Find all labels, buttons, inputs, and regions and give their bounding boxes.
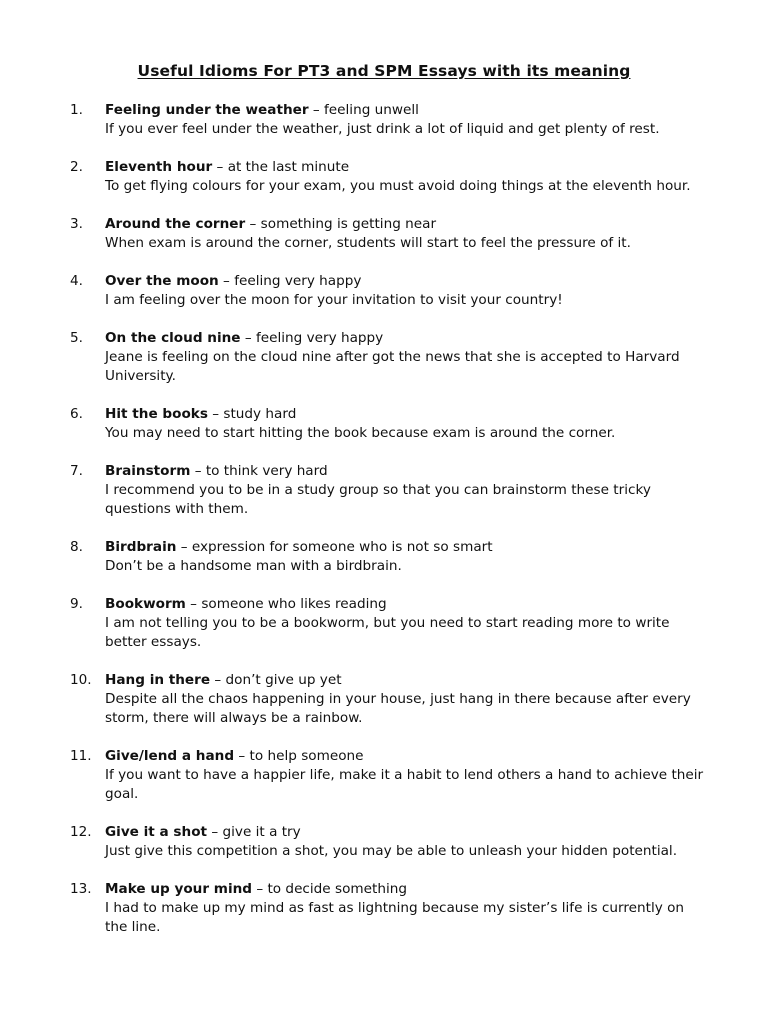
idiom-item	[70, 462, 710, 519]
idiom-example-sentence: You may need to start hitting the book because exam is around the corner.	[105, 425, 616, 441]
idiom-separator: –	[218, 273, 235, 289]
idiom-separator: –	[207, 406, 224, 422]
idiom-item	[70, 671, 710, 728]
idiom-meaning: something is getting near	[260, 216, 437, 232]
idiom-meaning: feeling unwell	[324, 102, 419, 118]
idiom-number: 7.	[70, 463, 83, 479]
idiom-example-sentence: Just give this competition a shot, you may be able to unleash your hidden potential.	[105, 843, 678, 859]
idiom-heading	[105, 538, 710, 557]
idiom-example-sentence: Don’t be a handsome man with a birdbrain.	[105, 558, 402, 574]
idiom-meaning: give it a try	[222, 824, 301, 840]
idiom-number: 2.	[70, 159, 83, 175]
idiom-term: Give it a shot	[105, 824, 208, 840]
idiom-number: 6.	[70, 406, 83, 422]
idiom-separator: –	[308, 102, 325, 118]
idiom-heading	[105, 595, 710, 614]
idiom-meaning: feeling very happy	[234, 273, 362, 289]
idiom-item	[70, 101, 710, 139]
idiom-separator: –	[240, 330, 256, 346]
idiom-meaning: to think very hard	[205, 463, 328, 479]
idiom-term: Around the corner	[105, 216, 246, 232]
idiom-item	[70, 595, 710, 652]
idiom-item	[70, 329, 710, 386]
idiom-heading	[105, 215, 710, 234]
idiom-term: Over the moon	[105, 273, 219, 289]
idiom-separator: –	[212, 159, 228, 175]
idiom-separator: –	[176, 539, 192, 555]
idiom-term: Brainstorm	[105, 463, 191, 479]
idiom-example-sentence: When exam is around the corner, students will start to feel the pressure of it.	[105, 235, 631, 251]
idiom-meaning: feeling very happy	[255, 330, 384, 346]
idiom-separator: –	[234, 748, 250, 764]
idiom-meaning: someone who likes reading	[201, 596, 387, 612]
idiom-example-sentence: Jeane is feeling on the cloud nine after got the news that she is accepted to Harvard University.	[105, 349, 680, 384]
idiom-example-sentence: If you ever feel under the weather, just drink a lot of liquid and get plenty of rest.	[105, 121, 660, 137]
idiom-meaning: to decide something	[267, 881, 407, 897]
idiom-term: Make up your mind	[105, 881, 253, 897]
idiom-heading	[105, 405, 710, 424]
idiom-item	[70, 215, 710, 253]
idiom-number: 1.	[70, 102, 83, 118]
idiom-example-sentence: I am not telling you to be a bookworm, but you need to start reading more to write better essays.	[105, 615, 670, 650]
idiom-term: Eleventh hour	[105, 159, 213, 175]
idiom-term: On the cloud nine	[105, 330, 241, 346]
idiom-item	[70, 880, 710, 937]
idiom-item	[70, 405, 710, 443]
idiom-example-sentence: I had to make up my mind as fast as lightning because my sister’s life is currently on the line.	[105, 900, 685, 935]
idiom-heading	[105, 158, 710, 177]
idiom-number: 12.	[70, 824, 92, 840]
idiom-separator: –	[252, 881, 268, 897]
idiom-separator: –	[245, 216, 261, 232]
idiom-example-sentence: I recommend you to be in a study group so that you can brainstorm these tricky questions with them.	[105, 482, 651, 517]
idiom-item	[70, 272, 710, 310]
idiom-meaning: expression for someone who is not so smart	[191, 539, 493, 555]
idiom-meaning: at the last minute	[227, 159, 350, 175]
idiom-example-sentence: To get flying colours for your exam, you must avoid doing things at the eleventh hour.	[105, 178, 691, 194]
idiom-item	[70, 823, 710, 861]
idiom-separator: –	[210, 672, 226, 688]
idiom-item	[70, 158, 710, 196]
idiom-term: Hang in there	[105, 672, 211, 688]
document-title: Useful Idioms For PT3 and SPM Essays with its meaning	[137, 62, 631, 80]
idiom-meaning: don’t give up yet	[225, 672, 342, 688]
idiom-meaning: study hard	[223, 406, 297, 422]
idiom-term: Birdbrain	[105, 539, 177, 555]
idiom-number: 5.	[70, 330, 83, 346]
idiom-number: 8.	[70, 539, 83, 555]
idiom-term: Give/lend a hand	[105, 748, 235, 764]
idiom-term: Hit the books	[105, 406, 208, 422]
idiom-number: 3.	[70, 216, 83, 232]
idiom-list	[70, 101, 710, 956]
idiom-heading	[105, 747, 710, 766]
idiom-heading	[105, 272, 710, 291]
idiom-heading	[105, 880, 710, 899]
idiom-heading	[105, 329, 710, 348]
idiom-term: Feeling under the weather	[105, 102, 309, 118]
idiom-heading	[105, 101, 710, 120]
idiom-number: 10.	[70, 672, 92, 688]
idiom-example-sentence: I am feeling over the moon for your invitation to visit your country!	[105, 292, 563, 308]
idiom-term: Bookworm	[105, 596, 186, 612]
idiom-separator: –	[190, 463, 206, 479]
idiom-number: 9.	[70, 596, 83, 612]
idiom-heading	[105, 671, 710, 690]
idiom-example-sentence: If you want to have a happier life, make it a habit to lend others a hand to achieve their goal.	[105, 767, 704, 802]
idiom-item	[70, 538, 710, 576]
idiom-item	[70, 747, 710, 804]
idiom-meaning: to help someone	[249, 748, 364, 764]
idiom-example-sentence: Despite all the chaos happening in your house, just hang in there because after every storm, there will always be a rainbow.	[105, 691, 691, 726]
idiom-number: 11.	[70, 748, 92, 764]
idiom-number: 4.	[70, 273, 83, 289]
idiom-separator: –	[207, 824, 223, 840]
idiom-separator: –	[185, 596, 202, 612]
idiom-heading	[105, 823, 710, 842]
idiom-heading	[105, 462, 710, 481]
idiom-number: 13.	[70, 881, 92, 897]
